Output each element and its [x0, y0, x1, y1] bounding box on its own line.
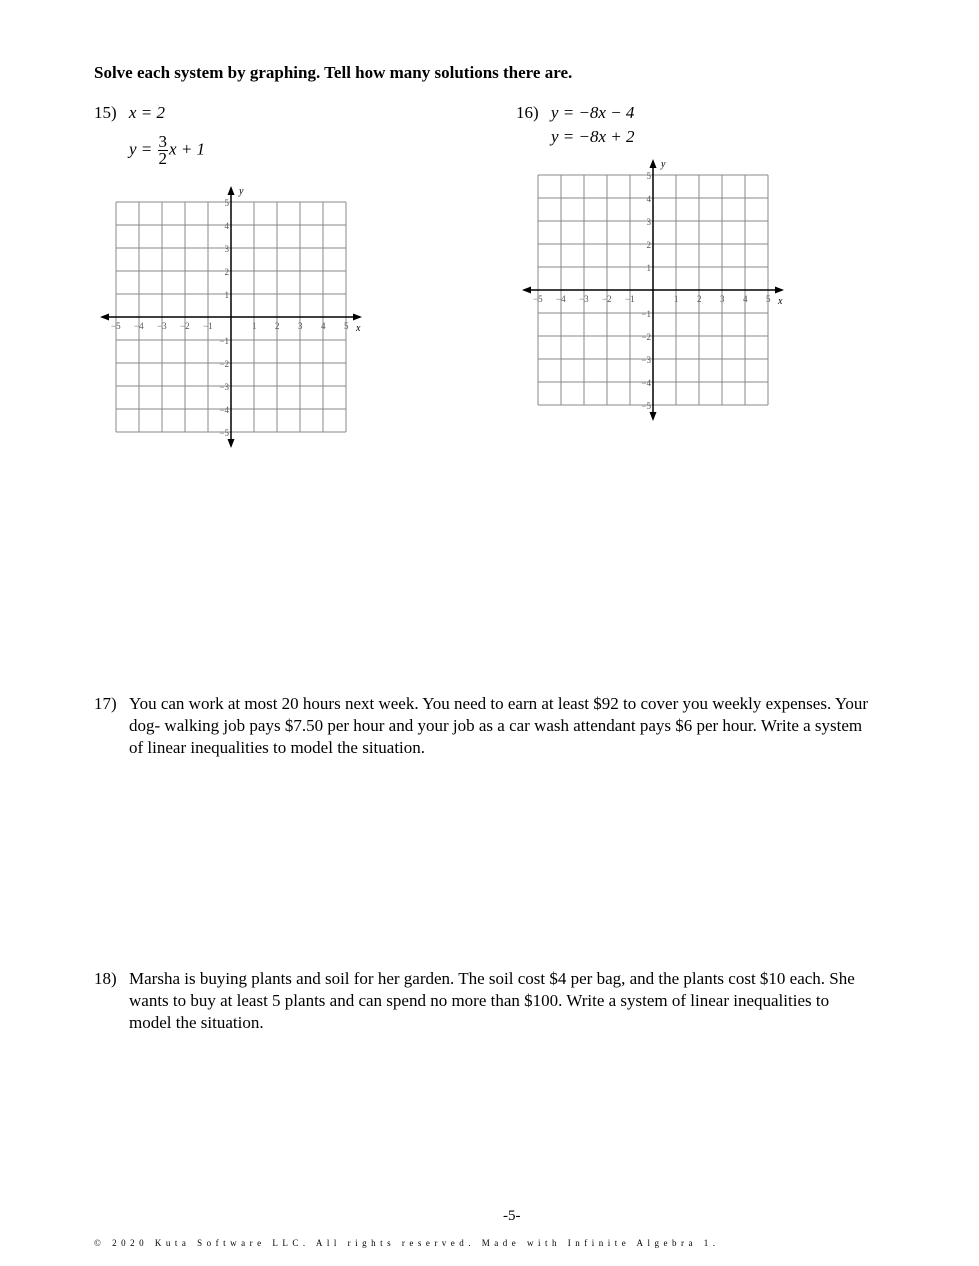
equation-lhs: y =: [129, 139, 153, 159]
x-tick-label: 4: [743, 294, 748, 304]
problem-number: 18): [94, 969, 117, 988]
denominator: 2: [158, 149, 168, 168]
x-tick-label: −2: [602, 294, 612, 304]
x-tick-label: −3: [157, 321, 167, 331]
equation-2: y = −8x + 2: [551, 127, 635, 146]
y-tick-label: 4: [646, 194, 651, 204]
arrow-down-icon: [650, 412, 657, 421]
arrow-up-icon: [650, 159, 657, 168]
y-tick-label: 2: [646, 240, 651, 250]
instructions: Solve each system by graphing. Tell how many solutions there are.: [94, 63, 573, 82]
x-tick-label: 5: [344, 321, 349, 331]
y-tick-label: 1: [646, 263, 651, 273]
x-axis-label: x: [356, 323, 361, 334]
problem-number: 16): [516, 103, 539, 122]
coordinate-grid-16: [0, 0, 979, 500]
x-tick-label: 1: [674, 294, 679, 304]
x-tick-label: −3: [579, 294, 589, 304]
y-tick-label: −1: [641, 309, 651, 319]
y-tick-label: −5: [641, 401, 651, 411]
x-tick-label: −4: [134, 321, 144, 331]
x-tick-label: −5: [533, 294, 543, 304]
x-tick-label: 5: [766, 294, 771, 304]
equation-1: y = −8x − 4: [550, 103, 635, 122]
page-number: -5-: [503, 1208, 521, 1224]
y-tick-label: 5: [646, 171, 651, 181]
y-tick-label: −2: [641, 332, 651, 342]
y-tick-label: −3: [219, 382, 229, 392]
footer-copyright: © 2020 Kuta Software LLC. All rights reserved. Made with Infinite Algebra 1.: [94, 1238, 720, 1248]
x-tick-label: 3: [720, 294, 725, 304]
y-tick-label: 5: [224, 198, 229, 208]
problem-number: 17): [94, 694, 117, 713]
y-tick-label: 3: [224, 244, 229, 254]
numerator: 3: [158, 132, 168, 151]
equation-rhs: x + 1: [169, 139, 206, 159]
x-tick-label: −1: [625, 294, 635, 304]
x-tick-label: −1: [203, 321, 213, 331]
y-tick-label: −2: [219, 359, 229, 369]
y-tick-label: 2: [224, 267, 229, 277]
x-tick-label: −4: [556, 294, 566, 304]
x-tick-label: 2: [697, 294, 702, 304]
x-tick-label: 3: [298, 321, 303, 331]
x-tick-label: 4: [321, 321, 326, 331]
arrow-left-icon: [522, 287, 531, 294]
y-tick-label: −4: [641, 378, 651, 388]
problem-17-text: You can work at most 20 hours next week. You need to earn at least $92 to cover you weekly expenses. Your dog- walking job pays $7.50 per hour and your job as a car wash attendant pays $6 per hour. Write a system of linear inequalities to model the situation.: [129, 694, 869, 757]
problem-18-text: Marsha is buying plants and soil for her garden. The soil cost $4 per bag, and the plants cost $10 each. She wants to buy at least 5 plants and can spend no more than $100. Write a system of linear inequalities to model the situation.: [129, 969, 855, 1032]
y-tick-label: −3: [641, 355, 651, 365]
problem-number: 15): [94, 103, 117, 122]
y-tick-label: −1: [219, 336, 229, 346]
x-tick-label: −5: [111, 321, 121, 331]
y-axis-label: y: [661, 159, 666, 170]
x-tick-label: 2: [275, 321, 280, 331]
x-tick-label: 1: [252, 321, 257, 331]
y-tick-label: −4: [219, 405, 229, 415]
y-tick-label: −5: [219, 428, 229, 438]
equation-1: x = 2: [128, 103, 165, 122]
y-tick-label: 1: [224, 290, 229, 300]
y-tick-label: 3: [646, 217, 651, 227]
y-tick-label: 4: [224, 221, 229, 231]
x-tick-label: −2: [180, 321, 190, 331]
arrow-right-icon: [775, 287, 784, 294]
y-axis-label: y: [239, 186, 244, 197]
x-axis-label: x: [778, 296, 783, 307]
